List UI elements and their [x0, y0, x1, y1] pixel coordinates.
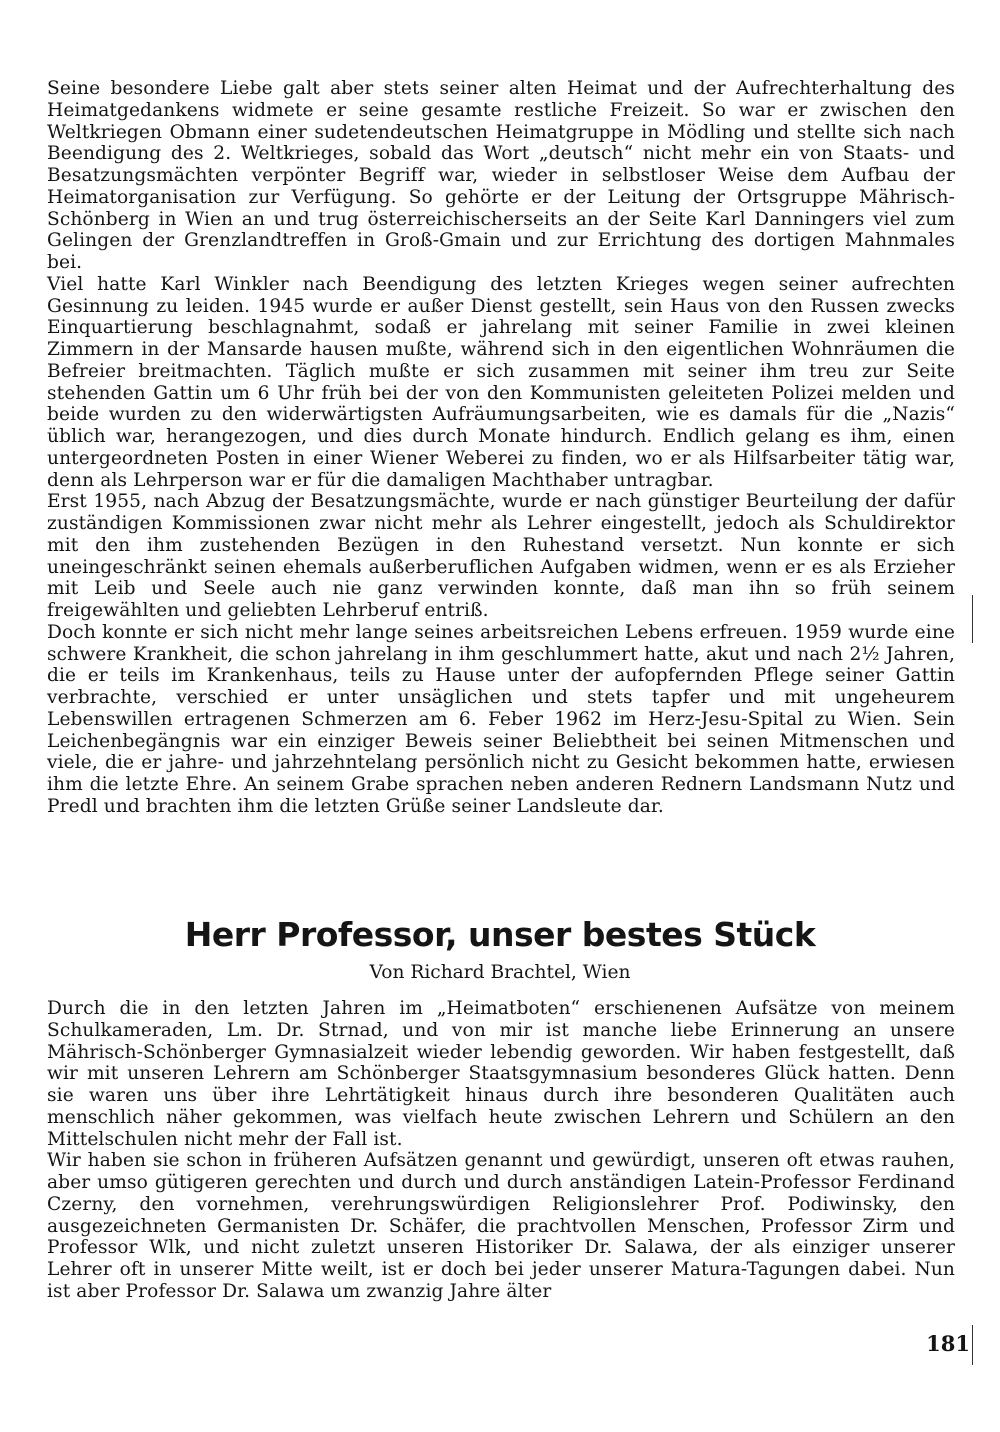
paragraph: Viel hatte Karl Winkler nach Beendigung des letzten Krieges wegen seiner aufrechten Gesinnung zu leiden. 1945 wurde er außer Dienst gestellt, sein Haus von den Russen zwecks Einquartierung beschlagnahmt, sodaß er jahrelang mit seiner Familie in zwei kleinen Zimmern in der Mansarde hausen mußte, während sich in den eigentlichen Wohnräumen die Befreier breitmachten. Täglich mußte er sich zusammen mit seiner ihm treu zur Seite stehenden Gattin um 6 Uhr früh bei der von den Kommunisten geleiteten Polizei melden und beide wurden zu den widerwärtigsten Aufräumungsarbeiten, wie es damals für die „Nazis“ üblich war, herangezogen, und dies durch Monate hindurch. Endlich gelang es ihm, einen untergeordneten Posten in einer Wiener Weberei zu finden, wo er als Hilfsarbeiter tätig war, denn als Lehrperson war er für die damaligen Machthaber untragbar.	[47, 273, 955, 491]
margin-rule	[972, 595, 973, 643]
article-title: Herr Professor, unser bestes Stück	[184, 915, 816, 954]
article-text	[47, 998, 955, 1303]
paragraph: Doch konnte er sich nicht mehr lange seines arbeitsreichen Lebens erfreuen. 1959 wurde eine schwere Krankheit, die schon jahrelang in ihm geschlummert hatte, akut und nach 2½ Jahren, die er teils im Krankenhaus, teils zu Hause unter der aufopfernden Pflege seiner Gattin verbrachte, verschied er unter unsäglichen und stets tapfer und mit ungeheurem Lebenswillen ertragenen Schmerzen am 6. Feber 1962 im Herz-Jesu-Spital zu Wien. Sein Leichenbegängnis war ein einziger Beweis seiner Beliebtheit bei seinen Mitmenschen und viele, die er jahre- und jahrzehntelang persönlich nicht zu Gesicht bekommen hatte, erwiesen ihm die letzte Ehre. An seinem Grabe sprachen neben anderen Rednern Landsmann Nutz und Predl und brachten ihm die letzten Grüße seiner Landsleute dar.	[47, 621, 955, 817]
obituary-text	[47, 78, 955, 818]
margin-rule	[972, 1325, 973, 1365]
paragraph: Erst 1955, nach Abzug der Besatzungsmächte, wurde er nach günstiger Beurteilung der dafür zuständigen Kommissionen zwar nicht mehr als Lehrer eingestellt, jedoch als Schuldirektor mit den ihm zustehenden Bezügen in den Ruhestand versetzt. Nun konnte er sich uneingeschränkt seinen ehemals außerberuflichen Aufgaben widmen, wenn er es als Erzieher mit Leib und Seele auch nie ganz verwinden konnte, daß man ihn so früh seinem freigewählten und geliebten Lehrberuf entriß.	[47, 491, 955, 621]
page-number: 181	[926, 1331, 970, 1356]
article-byline: Von Richard Brachtel, Wien	[369, 962, 631, 983]
paragraph: Wir haben sie schon in früheren Aufsätzen genannt und gewürdigt, unseren oft etwas rauhen, aber umso gütigeren gerechten und durch und durch anständigen Latein-Professor Ferdinand Czerny, den vornehmen, verehrungswürdigen Religionslehrer Prof. Podiwinsky, den ausgezeichneten Germanisten Dr. Schäfer, die prachtvollen Menschen, Professor Zirm und Professor Wlk, und nicht zuletzt unseren Historiker Dr. Salawa, der als einziger unserer Lehrer oft in unserer Mitte weilt, ist er doch bei jeder unserer Matura-Tagungen dabei. Nun ist aber Professor Dr. Salawa um zwanzig Jahre älter	[47, 1150, 955, 1302]
paragraph: Durch die in den letzten Jahren im „Heimatboten“ erschienenen Aufsätze von meinem Schulkameraden, Lm. Dr. Strnad, und von mir ist manche liebe Erinnerung an unsere Mährisch-Schönberger Gymnasialzeit wieder lebendig geworden. Wir haben festgestellt, daß wir mit unseren Lehrern am Schönberger Staatsgymnasium besonderes Glück hatten. Denn sie waren uns über ihre Lehrtätigkeit hinaus durch ihre besonderen Qualitäten auch menschlich näher gekommen, was vielfach heute zwischen Lehrern und Schülern an den Mittelschulen nicht mehr der Fall ist.	[47, 998, 955, 1150]
paragraph: Seine besondere Liebe galt aber stets seiner alten Heimat und der Aufrechterhaltung des Heimatgedankens widmete er seine gesamte restliche Freizeit. So war er zwischen den Weltkriegen Obmann einer sudetendeutschen Heimatgruppe in Mödling und stellte sich nach Beendigung des 2. Weltkrieges, sobald das Wort „deutsch“ nicht mehr ein von Staats- und Besatzungsmächten verpönter Begriff war, wieder in selbstloser Weise dem Aufbau der Heimatorganisation zur Verfügung. So gehörte er der Leitung der Ortsgruppe Mährisch-Schönberg in Wien an und trug österreichischerseits an der Seite Karl Danningers viel zum Gelingen der Grenzlandtreffen in Groß-Gmain und zur Errichtung des dortigen Mahnmales bei.	[47, 78, 955, 273]
